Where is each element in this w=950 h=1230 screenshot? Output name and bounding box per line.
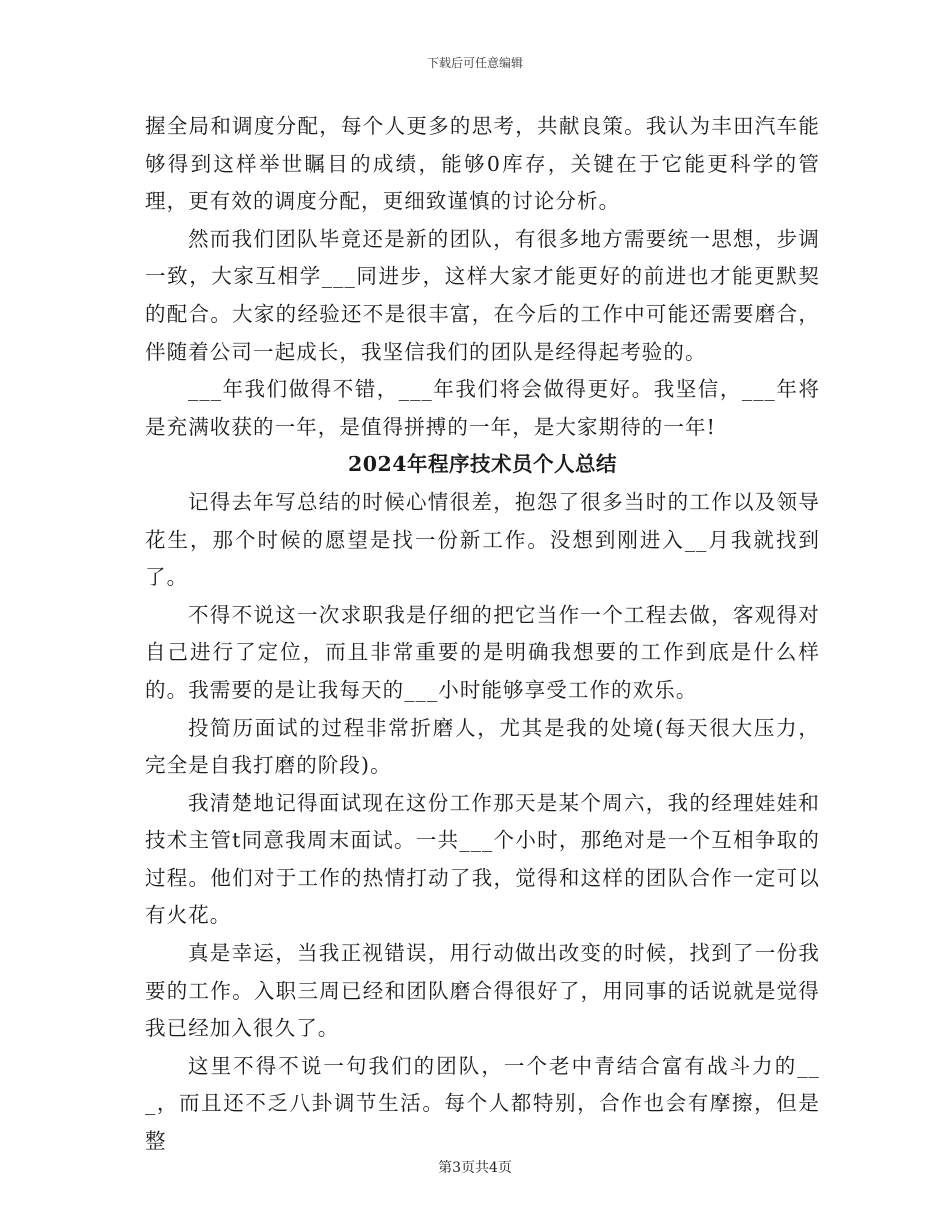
paragraph: 真是幸运，当我正视错误，用行动做出改变的时候，找到了一份我要的工作。入职三周已经和团队磨合得很好了，用同事的话说就是觉得我已经加入很久了。 bbox=[145, 941, 820, 1041]
paragraph: 这里不得不说一句我们的团队，一个老中青结合富有战斗力的___，而且还不乏八卦调节生活。每个人都特别，合作也会有摩擦，但是整 bbox=[145, 1053, 820, 1154]
paragraph: 记得去年写总结的时候心情很差，抱怨了很多当时的工作以及领导花生，那个时候的愿望是找一份新工作。没想到刚进入__月我就找到了。 bbox=[145, 489, 820, 590]
page-footer: 第3页共4页 bbox=[438, 1160, 512, 1176]
paragraph: 然而我们团队毕竟还是新的团队，有很多地方需要统一思想，步调一致，大家互相学___同进步，这样大家才能更好的前进也才能更默契的配合。大家的经验还不是很丰富，在今后的工作中可能还需要磨合，伴随着公司一起成长，我坚信我们的团队是经得起考验的。 bbox=[145, 226, 820, 364]
page-header: 下载后可任意编辑 bbox=[426, 56, 523, 70]
paragraph: ___年我们做得不错，___年我们将会做得更好。我坚信，___年将是充满收获的一年，是值得拼搏的一年，是大家期待的一年! bbox=[145, 377, 820, 439]
paragraph: 不得不说这一次求职我是仔细的把它当作一个工程去做，客观得对自己进行了定位，而且非常重要的是明确我想要的工作到底是什么样的。我需要的是让我每天的___小时能够享受工作的欢乐。 bbox=[145, 602, 820, 702]
document-body bbox=[145, 108, 820, 1161]
section-title: 2024年程序技术员个人总结 bbox=[347, 452, 618, 477]
paragraph: 握全局和调度分配，每个人更多的思考，共献良策。我认为丰田汽车能够得到这样举世瞩目的成绩，能够0库存，关键在于它能更科学的管理，更有效的调度分配，更细致谨慎的讨论分析。 bbox=[145, 114, 820, 214]
paragraph: 投简历面试的过程非常折磨人，尤其是我的处境(每天很大压力，完全是自我打磨的阶段)。 bbox=[145, 715, 820, 778]
paragraph: 我清楚地记得面试现在这份工作那天是某个周六，我的经理娃娃和技术主管t同意我周末面试。一共___个小时，那绝对是一个互相争取的过程。他们对于工作的热情打动了我，觉得和这样的团队合作一定可以有火花。 bbox=[145, 790, 820, 928]
